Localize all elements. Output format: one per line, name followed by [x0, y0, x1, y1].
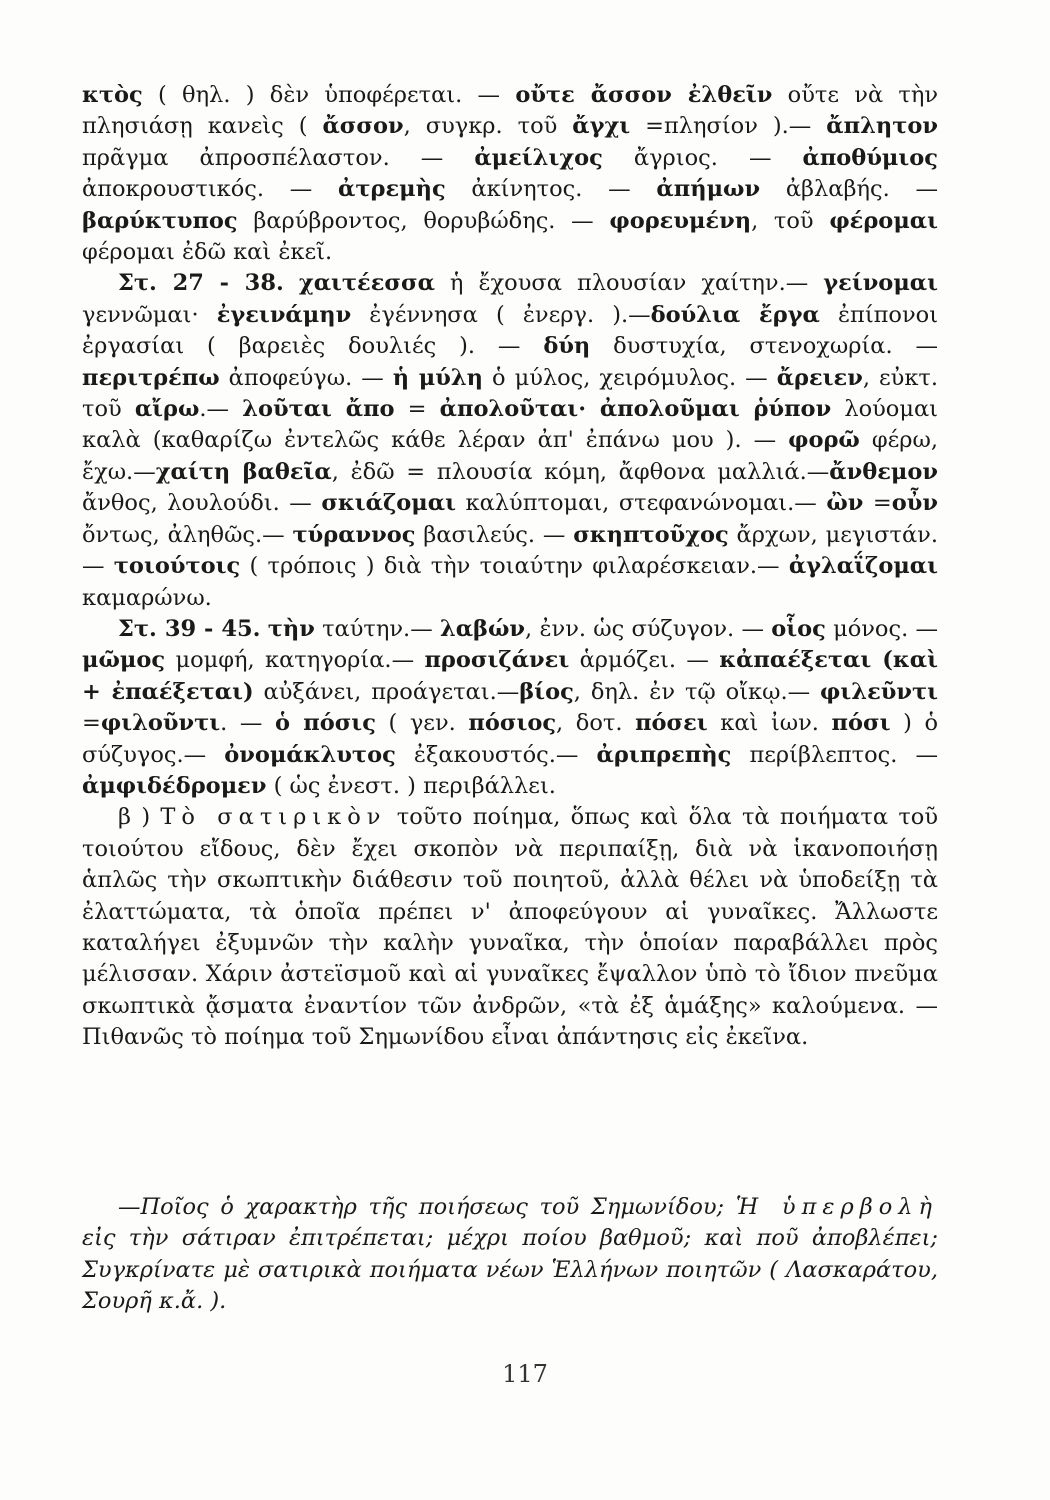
question-spaced-phrase: Ἡ ὑπερβολὴ	[735, 1194, 938, 1220]
glossary-gloss: καλύπτομαι, στεφανώνομαι.—	[455, 490, 827, 517]
glossary-gloss: =	[394, 396, 440, 423]
study-questions	[82, 1192, 938, 1318]
glossary-gloss: βασιλεύς. —	[415, 521, 574, 548]
glossary-term: οὖν	[891, 490, 938, 517]
glossary-term: ὢν	[826, 490, 864, 517]
glossary-term: φέρομαι	[829, 207, 938, 234]
glossary-gloss: ἡ ἔχουσα πλουσίαν χαίτην.—	[434, 270, 824, 297]
glossary-gloss: μόνος. —	[825, 615, 938, 642]
glossary-gloss: =	[863, 490, 892, 517]
glossary-term: ἀπήμων	[656, 176, 761, 203]
glossary-gloss: ἀκίνητος. —	[445, 176, 657, 203]
glossary-gloss: δυστυχία, στενοχωρία. —	[590, 333, 938, 360]
glossary-gloss: καὶ ἰων.	[707, 710, 832, 737]
glossary-gloss: γεννῶμαι·	[82, 301, 217, 328]
glossary-gloss: φέρομαι ἐδῶ καὶ ἐκεῖ.	[82, 239, 333, 266]
glossary-term: φορευμένη	[609, 207, 752, 234]
glossary-term: μῶμος	[82, 647, 166, 674]
glossary-term: ὁ πόσις	[274, 710, 376, 737]
glossary-gloss: , εὐκτ. τοῦ	[82, 364, 938, 423]
glossary-term: Στ. 39 - 45.	[118, 615, 261, 642]
glossary-term: ἀποθύμιος	[802, 144, 938, 171]
glossary-gloss: ἀποκρουστικός. —	[82, 176, 339, 203]
glossary-gloss: φέρω, ἔχω.—	[82, 427, 938, 485]
glossary-term: αἴρω	[134, 396, 200, 423]
glossary-term: πόσει	[635, 710, 708, 737]
glossary-term: λοῦται ἄπο	[242, 396, 395, 423]
glossary-term: φορῶ	[788, 427, 860, 454]
glossary-term: πόσι	[831, 710, 891, 737]
glossary-gloss: , ἐδῶ = πλουσία κόμη, ἄφθονα μαλλιά.—	[331, 458, 830, 485]
glossary-term: φιλοῦντι	[100, 710, 221, 737]
glossary-term: ἐγεινάμην	[216, 301, 352, 328]
glossary-term: βαρύκτυπος	[82, 207, 238, 234]
commentary-spaced-phrase: Τὸ σατιρικὸν	[160, 804, 387, 831]
glossary-term: ἀμείλιχος	[474, 144, 603, 171]
commentary-body: τοῦτο ποίημα, ὅπως καὶ ὅλα τὰ ποιήματα τοῦ τοιούτου εἴδους, δὲν ἔχει σκοπὸν νὰ περιπαίξῃ, διὰ νὰ ἱκανοποιήσῃ ἁπλῶς τὴν σκωπτικὴν διάθεσιν τοῦ ποιητοῦ, ἀλλὰ θέλει νὰ ὑποδείξῃ τὰ ἐλαττώματα, τὰ ὁποῖα πρέπει ν' ἀποφεύγουν αἱ γυναῖκες. Ἄλλωστε καταλήγει ἐξυμνῶν τὴν καλὴν γυναῖκα, τὴν ὁποίαν παραβάλλει πρὸς μέλισσαν. Χάριν ἀστεϊσμοῦ καὶ αἱ γυναῖκες ἔψαλλον ὑπὸ τὸ ἴδιον πνεῦμα σκωπτικὰ ᾄσματα ἐναντίον τῶν ἀνδρῶν, «τὰ ἐξ ἁμάξης» καλούμενα. — Πιθανῶς τὸ ποίημα τοῦ Σημωνίδου εἶναι ἀπάντησις εἰς ἐκεῖνα.	[82, 804, 938, 1051]
glossary-term: τὴν	[267, 615, 315, 642]
glossary-term: ἀπολοῦται· ἀπολοῦμαι ῥύπον	[439, 396, 832, 423]
glossary-gloss: ( ὡς ἐνεστ. ) περιβάλλει.	[266, 772, 556, 799]
glossary-gloss: ) ὁ σύζυγος.—	[82, 710, 938, 768]
glossary-term: βίος	[519, 678, 574, 705]
glossary-term: ἄρειεν	[776, 364, 863, 391]
glossary-term: πόσιος	[468, 710, 557, 737]
glossary-gloss: =	[82, 710, 101, 737]
glossary-term: γείνομαι	[823, 270, 938, 297]
glossary-gloss: λούομαι καλὰ (καθαρίζω ἐντελῶς κάθε λέραν ἀπ' ἐπάνω μου ). —	[82, 396, 938, 454]
glossary-term: ἀμφιδέδρομεν	[82, 772, 267, 799]
commentary-lead: β )	[118, 804, 161, 831]
glossary-term: χαιτέεσσα	[298, 270, 435, 297]
glossary-term: ἄγχι	[572, 113, 631, 140]
glossary-gloss: οὔτε νὰ τὴν πλησιάσῃ κανεὶς (	[82, 82, 939, 140]
glossary-term: ἀγλαΐζομαι	[788, 553, 938, 580]
glossary-term: οἷος	[771, 615, 826, 642]
glossary-gloss: ( γεν.	[375, 710, 469, 737]
glossary-gloss: . —	[220, 710, 275, 737]
commentary-paragraph	[82, 802, 938, 1053]
glossary-term: σκηπτοῦχος	[573, 521, 729, 548]
glossary-term: λαβών	[439, 615, 526, 642]
glossary-gloss: ἄγριος. —	[602, 144, 803, 171]
glossary-paragraph-verses-27-38	[82, 268, 938, 613]
glossary-term: κτὸς	[82, 82, 143, 108]
glossary-gloss: , δηλ. ἐν τῷ οἴκῳ.—	[573, 678, 821, 705]
glossary-gloss	[284, 270, 299, 296]
glossary-gloss: ἐπίπονοι ἐργασίαι ( βαρειὲς δουλιές ). —	[82, 301, 939, 360]
glossary-term: ἄσσον	[322, 113, 404, 140]
glossary-gloss: .—	[199, 396, 243, 423]
glossary-term: προσιζάνει	[424, 647, 570, 674]
glossary-gloss: καμαρώνω.	[82, 584, 212, 611]
glossary-term: τοιούτοις	[113, 553, 241, 580]
glossary-term: κἀπαέξεται (καὶ + ἐπαέξεται)	[82, 647, 939, 705]
glossary-term: Στ. 27 - 38.	[118, 270, 284, 297]
glossary-gloss: ( θηλ. ) δὲν ὑποφέρεται. —	[142, 82, 516, 108]
glossary-term: ἀριπρεπὴς	[596, 741, 732, 768]
glossary-gloss: ( τρόποις ) διὰ τὴν τοιαύτην φιλαρέσκειαν.—	[240, 553, 789, 580]
glossary-term: ἀτρεμὴς	[338, 176, 446, 203]
glossary-term: φιλεῦντι	[820, 678, 938, 705]
glossary-gloss	[260, 616, 267, 642]
glossary-gloss: ἁρμόζει. —	[569, 647, 720, 674]
glossary-gloss: ἄνθος, λουλούδι. —	[82, 490, 322, 517]
glossary-gloss: ταύτην.—	[314, 615, 440, 642]
glossary-term: χαίτη βαθεῖα	[155, 458, 332, 485]
glossary-term: σκιάζομαι	[321, 490, 456, 517]
glossary-gloss: μομφή, κατηγορία.—	[165, 647, 425, 674]
glossary-term: δούλια ἔργα	[650, 301, 820, 328]
glossary-term: ἄπλητον	[826, 113, 938, 140]
glossary-gloss: ἀβλαβής. —	[760, 176, 938, 203]
glossary-gloss: αὐξάνει, προάγεται.—	[253, 678, 520, 705]
page-number: 117	[502, 1360, 548, 1388]
glossary-term: ὀνομάκλυτος	[224, 741, 396, 768]
question-part-2: εἰς τὴν σάτιραν ἐπιτρέπεται; μέχρι ποίου βαθμοῦ; καὶ ποῦ ἀποβλέπει; Συγκρίνατε μὲ σατιρικὰ ποιήματα νέων Ἑλλήνων ποιητῶν ( Λασκαράτου, Σουρῆ κ.ἄ. ).	[82, 1225, 938, 1315]
glossary-paragraph-verses-39-45	[82, 614, 938, 802]
glossary-gloss: βαρύβροντος, θορυβώδης. —	[237, 207, 610, 234]
glossary-gloss: ὁ μύλος, χειρόμυλος. —	[483, 364, 777, 391]
question-part-1: —Ποῖος ὁ χαρακτὴρ τῆς ποιήσεως τοῦ Σημωνίδου;	[118, 1194, 736, 1220]
glossary-gloss: περίβλεπτος. —	[731, 741, 939, 768]
glossary-gloss: πρᾶγμα ἀπροσπέλαστον. —	[82, 144, 475, 171]
glossary-term: τύραννος	[292, 521, 416, 548]
glossary-term: δύη	[543, 333, 591, 360]
glossary-term: ἄνθεμον	[829, 458, 938, 485]
glossary-gloss: ἀποφεύγω. —	[219, 364, 393, 391]
glossary-gloss: ἄρχων, μεγιστάν.—	[82, 521, 938, 580]
glossary-gloss: , ἐνν. ὡς σύζυγον. —	[525, 615, 772, 642]
glossary-text	[82, 80, 938, 1054]
glossary-term: περιτρέπω	[82, 364, 220, 391]
glossary-gloss: ὄντως, ἀληθῶς.—	[82, 521, 293, 548]
glossary-gloss: , συγκρ. τοῦ	[403, 113, 573, 140]
glossary-gloss: , δοτ.	[556, 710, 636, 737]
glossary-gloss: ἐγέννησα ( ἐνεργ. ).—	[351, 301, 651, 328]
glossary-term: ἡ μύλη	[392, 364, 484, 391]
glossary-gloss: =πλησίον ).—	[630, 113, 827, 140]
glossary-gloss: ἐξακουστός.—	[395, 741, 597, 768]
glossary-term: οὔτε ἄσσον ἐλθεῖν	[515, 82, 773, 108]
glossary-paragraph-1	[82, 80, 938, 268]
glossary-gloss: , τοῦ	[751, 207, 830, 234]
